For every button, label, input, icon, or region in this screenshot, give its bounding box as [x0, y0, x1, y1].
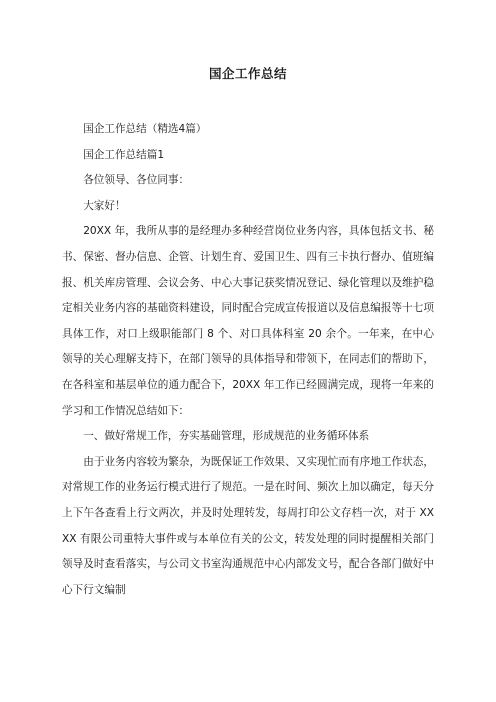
paragraph-salutation: 各位领导、各位同事：	[83, 174, 190, 187]
paragraph-body: 由于业务内容较为繁杂，为既保证工作效果、又实现忙而有序地工作状态，对常规工作的业务运行模式进行了规范。一是在时间、频次上加以确定，每天分上下午各查看上行文两次，并及时处理转发，每周打印公文存档一次，对于 XXXX 有限公司重特大事件或与本单位有关的公文，转发处理的同时提醒相关部门领导及时查看落实，与公司文书室沟通规范中心内部发文号，配合各部门做好中心下行文编制	[62, 455, 434, 596]
paragraph-subtitle: 国企工作总结（精选4篇）	[83, 123, 207, 135]
paragraph-heading-one: 一、做好常规工作，夯实基础管理，形成规范的业务循环体系	[83, 430, 370, 443]
paragraph-section-heading: 国企工作总结篇1	[83, 148, 165, 161]
document-title: 国企工作总结	[208, 66, 287, 81]
paragraph-intro: 20XX 年，我所从事的是经理办多种经营岗位业务内容，具体包括文书、秘书、保密、督办信息、企管、计划生育、爱国卫生、四有三卡执行督办、值班编报、机关库房管理、会议会务、中心大事记获奖情况登记、绿化管理以及维护稳定相关业务内容的基础资料建设，同时配合完成宣传报道以及信息编报等十七项具体工作，对口上级职能部门 8 个、对口具体科室 20 余个。一年来，在中心领导的关心理解支持下，在部门领导的具体指导和带领下，在同志们的帮助下，在各科室和基层单位的通力配合下，20XX 年工作已经圆满完成，现将一年来的学习和工作情况总结如下：	[62, 225, 434, 417]
paragraph-greeting: 大家好！	[83, 199, 126, 212]
document-body	[62, 117, 434, 603]
